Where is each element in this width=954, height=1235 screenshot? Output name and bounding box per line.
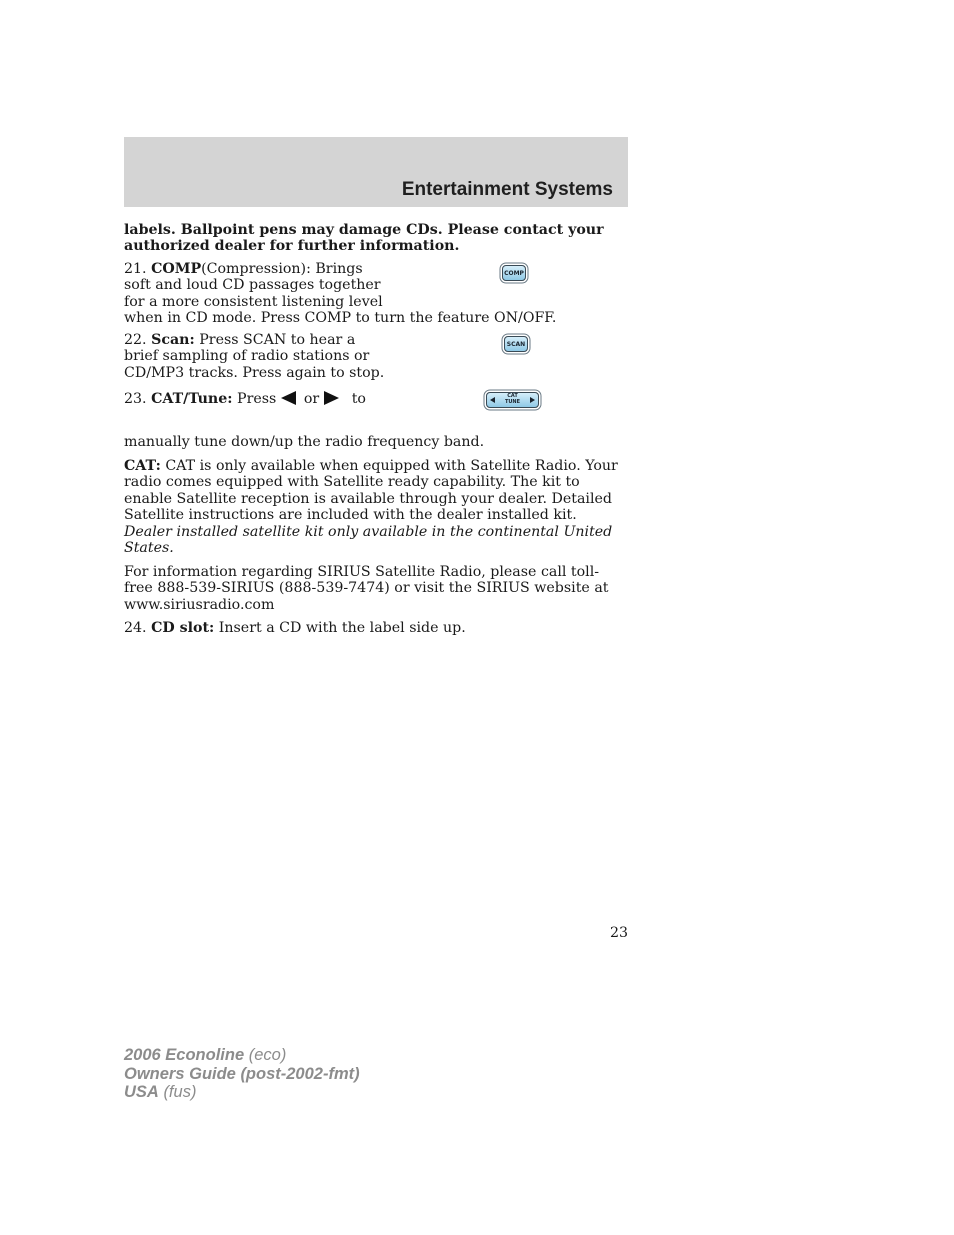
footer-line3 (124, 1083, 360, 1102)
cat-tune-or: or (303, 391, 320, 407)
cat-tune-label: CAT/Tune: (151, 391, 233, 407)
cd-slot-label: CD slot: (151, 620, 215, 636)
cd-slot-description (124, 620, 628, 636)
cat-tune-right-arrow-icon (530, 397, 535, 403)
comp-line1: (Compression): Brings (201, 261, 363, 277)
cat-label: CAT: (124, 458, 161, 474)
page-number: 23 (609, 925, 628, 941)
footer-line2 (124, 1065, 360, 1084)
cat-tune-number: 23. (124, 391, 147, 407)
comp-description (124, 261, 424, 310)
cat-tune-continuation: manually tune down/up the radio frequency band. (124, 434, 485, 450)
footer-model: 2006 Econoline (124, 1046, 245, 1064)
cat-tune-button-line2: TUNE (504, 398, 521, 405)
cat-italic-note: Dealer installed satellite kit only available in the continental United States. (124, 523, 613, 557)
footer-market: USA (124, 1083, 159, 1101)
comp-number: 21. (124, 261, 147, 277)
cd-slot-number: 24. (124, 620, 147, 636)
comp-button-icon: COMP (502, 265, 526, 281)
left-arrow-icon (281, 391, 296, 405)
scan-button-icon: SCAN (504, 336, 528, 352)
scan-description (124, 332, 424, 381)
cat-tune-button-icon (486, 392, 539, 408)
cat-text: CAT is only available when equipped with Satellite Radio. Your radio comes equipped with Satellite ready capability. The kit to enable Satellite reception is available through your dealer. Detailed Satellite instructions are included with the dealer installed kit. (124, 458, 618, 524)
cat-tune-description (124, 391, 464, 407)
warning-text: labels. Ballpoint pens may damage CDs. Please contact your authorized dealer for further information. (124, 222, 604, 255)
comp-line3: for a more consistent listening level (124, 293, 383, 310)
comp-line4: when in CD mode. Press COMP to turn the feature ON/OFF. (124, 310, 557, 326)
scan-number: 22. (124, 332, 147, 348)
section-title: Entertainment Systems (401, 179, 613, 200)
scan-line2: brief sampling of radio stations or (124, 348, 370, 365)
right-arrow-icon (324, 391, 339, 405)
document-footer (124, 1046, 360, 1102)
comp-line2: soft and loud CD passages together (124, 277, 381, 294)
footer-model-code: (eco) (248, 1046, 287, 1064)
footer-guide: Owners Guide (post-2002-fmt) (124, 1064, 360, 1083)
scan-line1: Press SCAN to hear a (199, 332, 356, 348)
scan-label: Scan: (151, 332, 195, 348)
cat-tune-button-line1: CAT (507, 393, 518, 399)
cat-tune-press: Press (237, 391, 277, 407)
scan-line3: CD/MP3 tracks. Press again to stop. (124, 364, 385, 381)
cd-slot-text: Insert a CD with the label side up. (218, 620, 466, 636)
comp-label: COMP (151, 261, 202, 277)
footer-line1 (124, 1046, 360, 1065)
cat-tune-to: to (351, 391, 366, 407)
cat-paragraph (124, 458, 628, 556)
sirius-paragraph: For information regarding SIRIUS Satellite Radio, please call toll-free 888-539-SIRIUS (888-539-7474) or visit the SIRIUS website at www.siriusradio.com (124, 564, 609, 613)
section-header-band (124, 137, 628, 207)
footer-market-code: (fus) (163, 1083, 197, 1101)
